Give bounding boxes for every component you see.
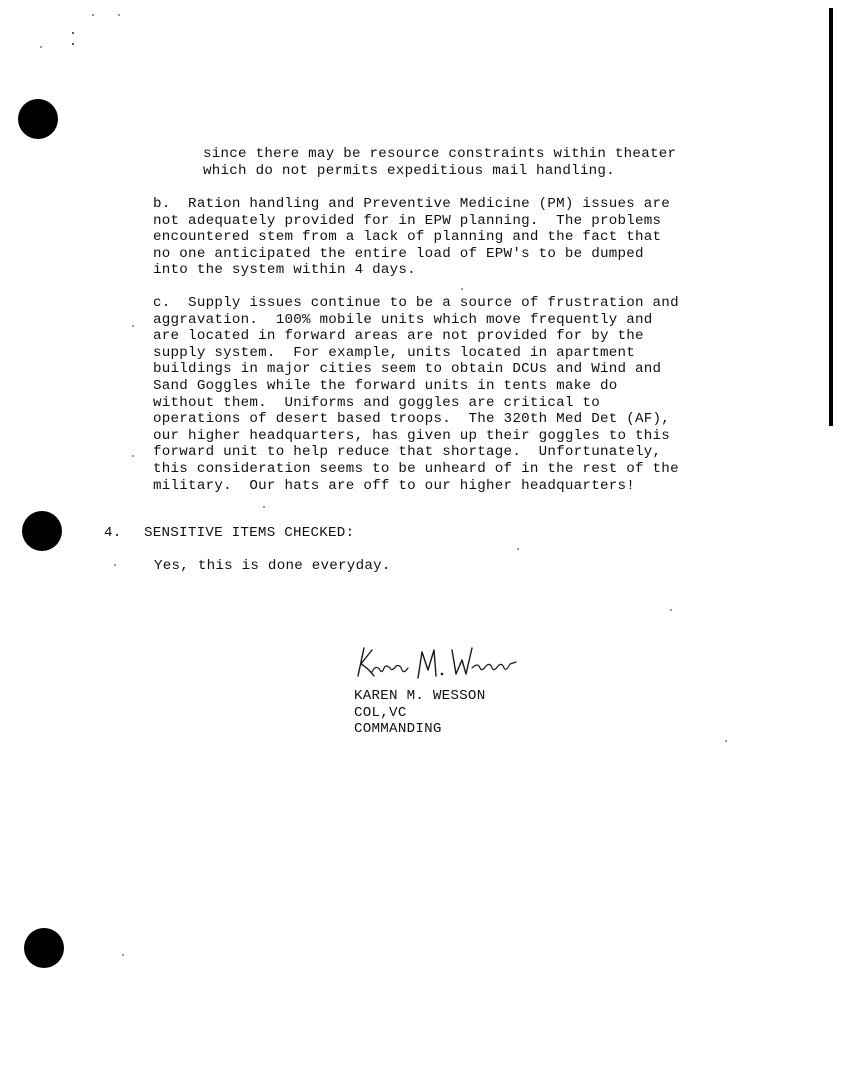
scan-speck [132, 455, 134, 457]
text-line: c. Supply issues continue to be a source of frustration and [153, 295, 679, 311]
scan-speck [263, 506, 265, 508]
continuation-paragraph [203, 146, 676, 179]
text-line: our higher headquarters, has given up their goggles to this [153, 427, 671, 444]
signer-name: KAREN M. WESSON [354, 688, 486, 704]
scan-speck [92, 14, 94, 16]
punch-hole-bottom [24, 928, 64, 968]
text-line: Sand Goggles while the forward units in tents make do [153, 377, 618, 394]
section-number: 4. [104, 525, 122, 541]
punch-hole-top [18, 99, 58, 139]
section-heading: SENSITIVE ITEMS CHECKED: [144, 525, 355, 541]
scan-speck [132, 325, 134, 327]
scan-speck [461, 288, 463, 290]
scan-speck [517, 548, 519, 550]
text-line: b. Ration handling and Preventive Medicine (PM) issues are [153, 196, 671, 212]
text-line: this consideration seems to be unheard of in the rest of the [153, 460, 679, 477]
text-line: no one anticipated the entire load of EPW's to be dumped [153, 245, 644, 262]
scan-edge-bar [829, 8, 833, 426]
text-line: not adequately provided for in EPW planning. The problems [153, 212, 662, 229]
text-line: since there may be resource constraints within theater [203, 146, 677, 162]
scan-speck [40, 46, 42, 48]
signer-rank: COL,VC [354, 704, 407, 721]
text-line: aggravation. 100% mobile units which move frequently and [153, 311, 653, 328]
text-line: operations of desert based troops. The 320th Med Det (AF), [153, 411, 671, 428]
punch-hole-middle [22, 511, 62, 551]
text-line: without them. Uniforms and goggles are critical to [153, 394, 600, 411]
text-line: supply system. For example, units located in apartment [153, 344, 636, 361]
handwritten-signature [350, 638, 520, 688]
scan-speck [72, 43, 74, 45]
text-line: buildings in major cities seem to obtain DCUs and Wind and [153, 361, 662, 378]
paragraph-c [153, 295, 679, 494]
text-line: forward unit to help reduce that shortage. Unfortunately, [153, 444, 662, 461]
scan-speck [725, 740, 727, 742]
text-line: encountered stem from a lack of planning and the fact that [153, 229, 662, 246]
paragraph-b [153, 196, 670, 279]
scan-speck [122, 954, 124, 956]
scan-speck [118, 14, 120, 16]
signer-title: COMMANDING [354, 721, 442, 738]
scan-speck [114, 564, 116, 566]
scan-speck [72, 32, 74, 34]
section-body: Yes, this is done everyday. [154, 558, 391, 574]
text-line: which do not permits expeditious mail handling. [203, 162, 615, 179]
signature-block [354, 688, 485, 738]
text-line: military. Our hats are off to our higher headquarters! [153, 477, 636, 494]
scan-speck [670, 609, 672, 611]
text-line: into the system within 4 days. [153, 262, 416, 279]
text-line: are located in forward areas are not provided for by the [153, 328, 644, 345]
